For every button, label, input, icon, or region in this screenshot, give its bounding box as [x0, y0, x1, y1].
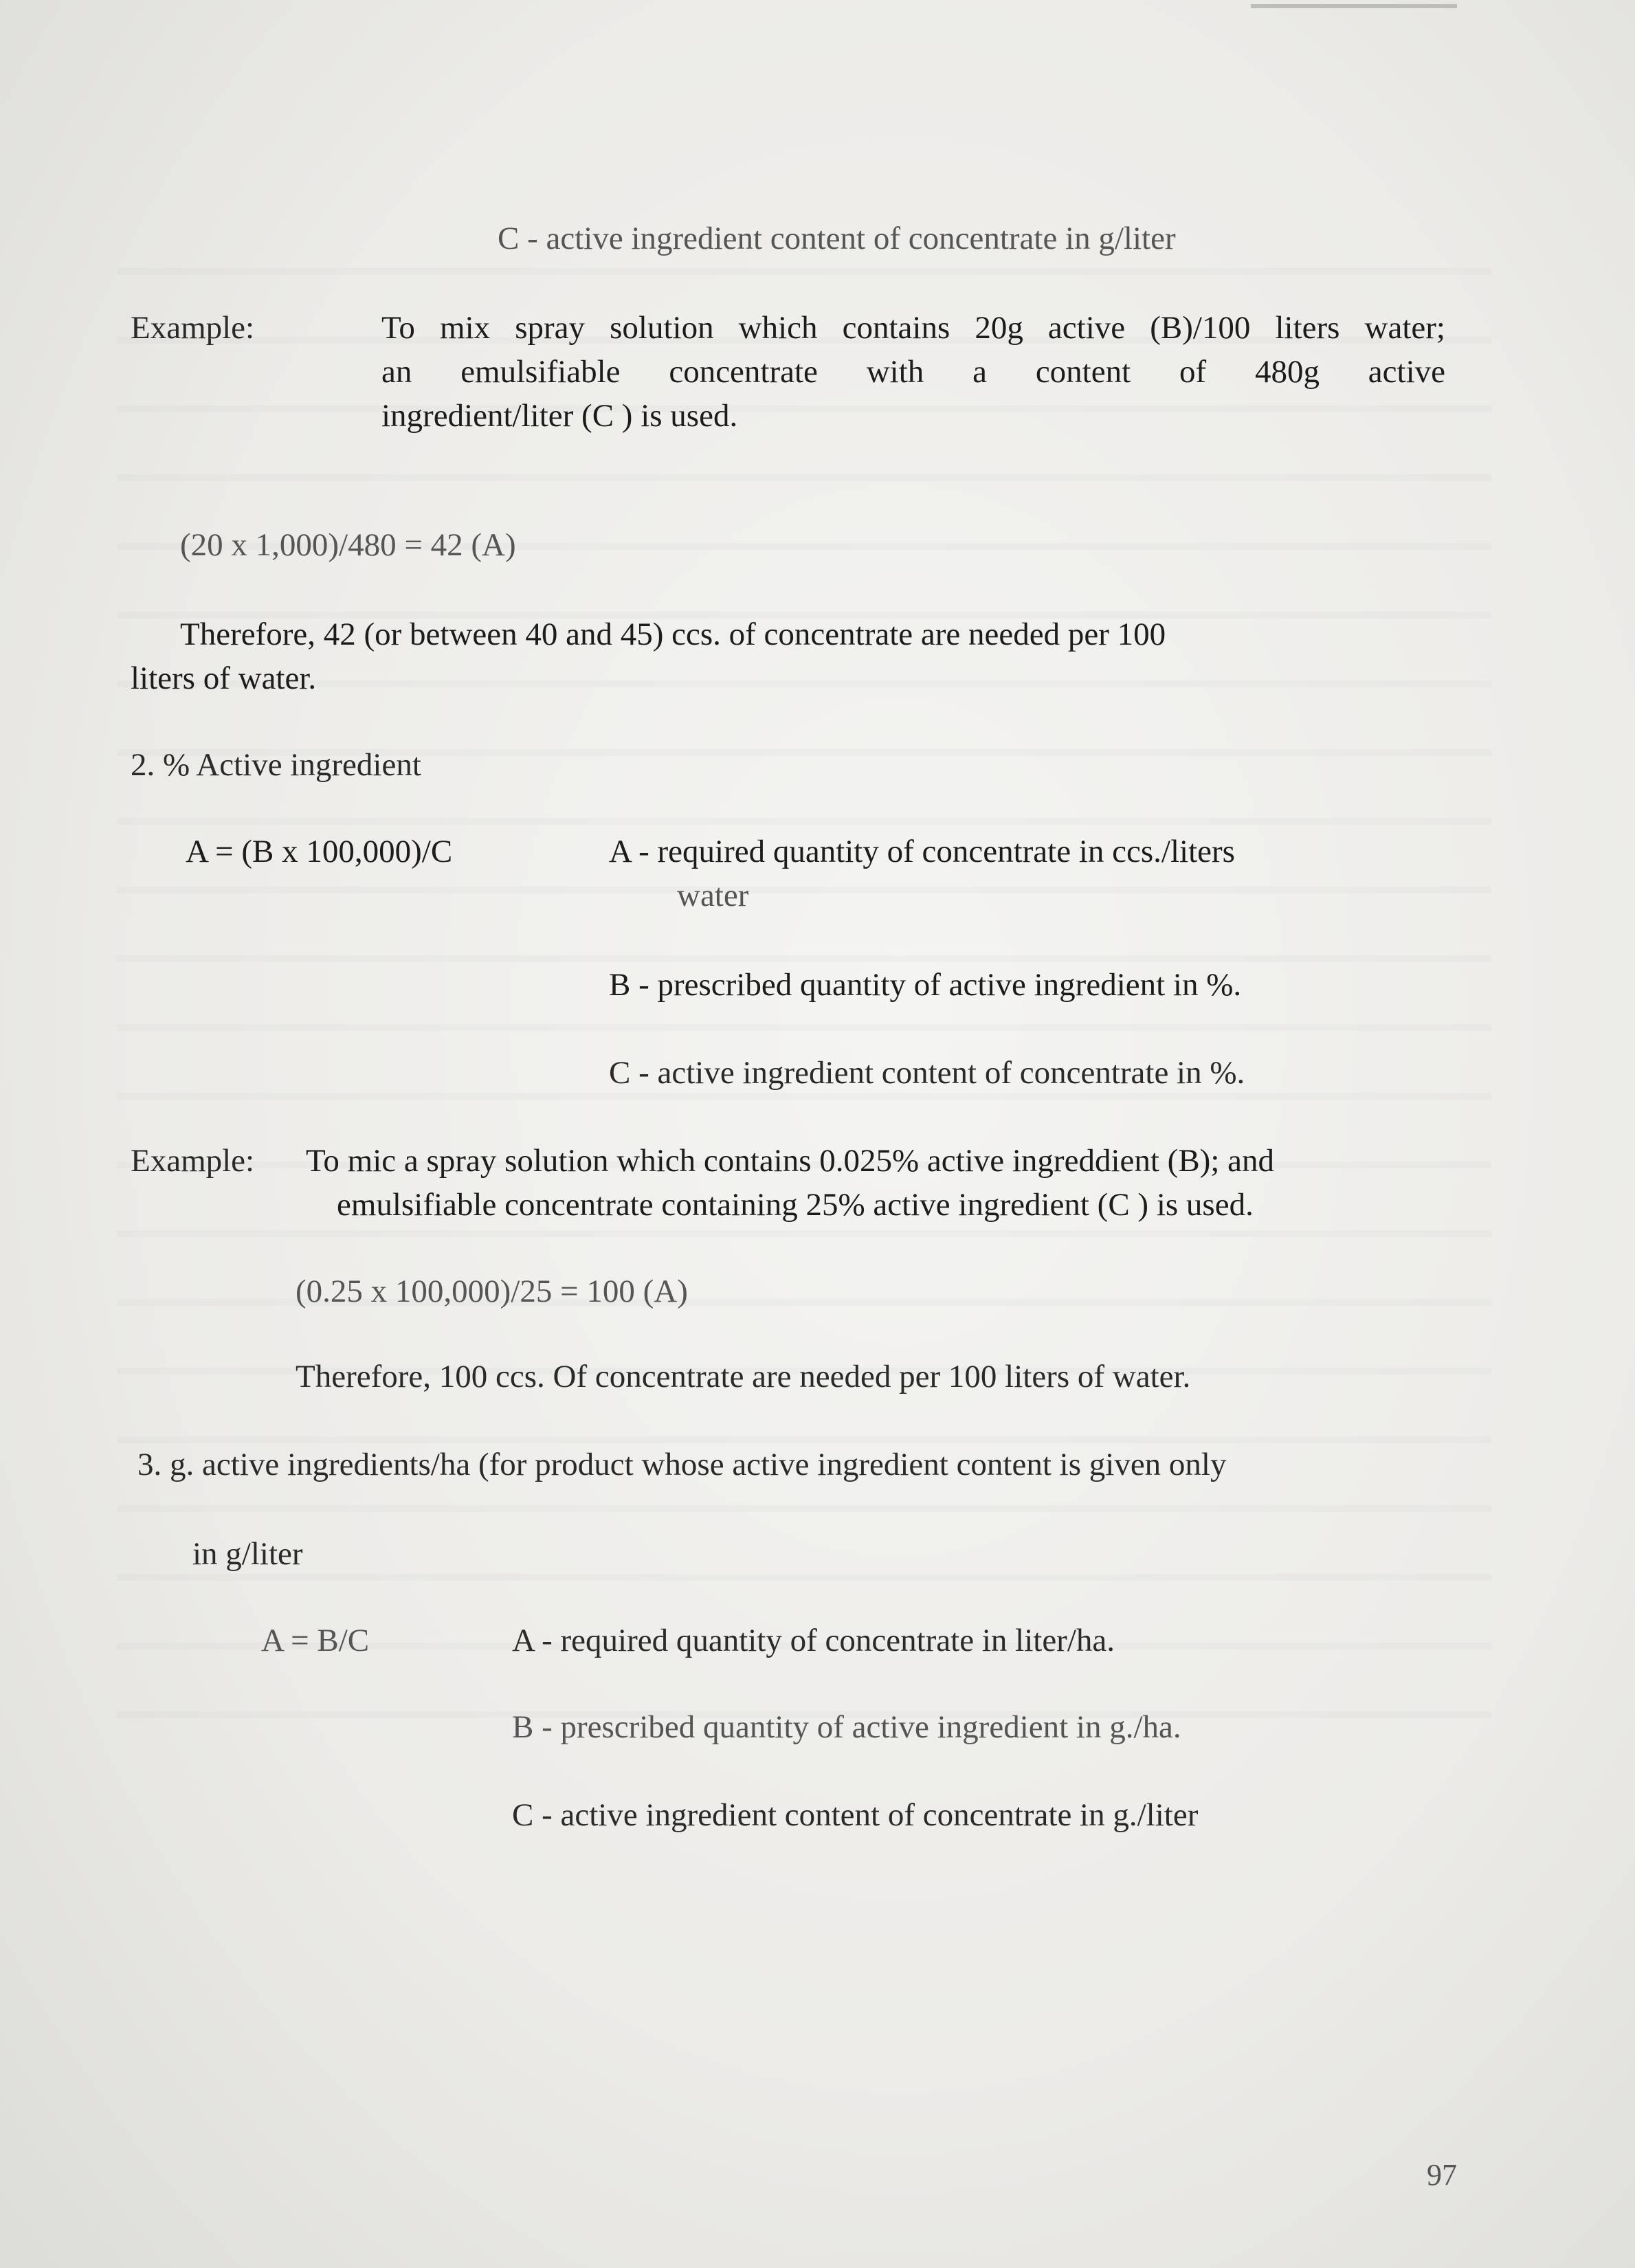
- definition-c: C - active ingredient content of concentrate in g./liter: [512, 1797, 1199, 1833]
- therefore-line: liters of water.: [131, 660, 317, 696]
- calculation: (20 x 1,000)/480 = 42 (A): [180, 527, 516, 563]
- example-line: ingredient/liter (C ) is used.: [381, 398, 738, 434]
- calculation: (0.25 x 100,000)/25 = 100 (A): [296, 1274, 688, 1309]
- example-label: Example:: [131, 310, 255, 346]
- page-number: 97: [1427, 2158, 1457, 2192]
- definition-b: B - prescribed quantity of active ingredient in g./ha.: [512, 1709, 1181, 1745]
- section-2-heading: 2. % Active ingredient: [131, 747, 421, 783]
- bleed-through-texture: [117, 206, 1491, 1718]
- example-line: To mix spray solution which contains 20g active (B)/100 liters water;: [381, 310, 1445, 346]
- formula: A = (B x 100,000)/C: [186, 834, 453, 869]
- definition-c: C - active ingredient content of concentrate in %.: [609, 1055, 1245, 1091]
- definition-a-continuation: water: [677, 878, 749, 913]
- definition-a: A - required quantity of concentrate in ccs./liters: [609, 834, 1235, 869]
- section-3-heading: 3. g. active ingredients/ha (for product whose active ingredient content is given only: [137, 1447, 1227, 1482]
- definition-c-g-liter: C - active ingredient content of concentrate in g/liter: [498, 221, 1176, 256]
- formula: A = B/C: [261, 1623, 370, 1658]
- therefore-line: Therefore, 100 ccs. Of concentrate are needed per 100 liters of water.: [296, 1359, 1191, 1394]
- example-line: To mic a spray solution which contains 0.025% active ingreddient (B); and: [306, 1143, 1274, 1179]
- example-line: an emulsifiable concentrate with a content of 480g active: [381, 354, 1445, 390]
- section-3-heading-continuation: in g/liter: [192, 1536, 303, 1572]
- example-label: Example:: [131, 1143, 255, 1179]
- definition-b: B - prescribed quantity of active ingredient in %.: [609, 967, 1242, 1003]
- scan-edge-mark: [1251, 4, 1457, 8]
- definition-a: A - required quantity of concentrate in liter/ha.: [512, 1623, 1115, 1658]
- example-line: emulsifiable concentrate containing 25% active ingredient (C ) is used.: [337, 1187, 1254, 1223]
- therefore-line: Therefore, 42 (or between 40 and 45) ccs. of concentrate are needed per 100: [180, 616, 1166, 652]
